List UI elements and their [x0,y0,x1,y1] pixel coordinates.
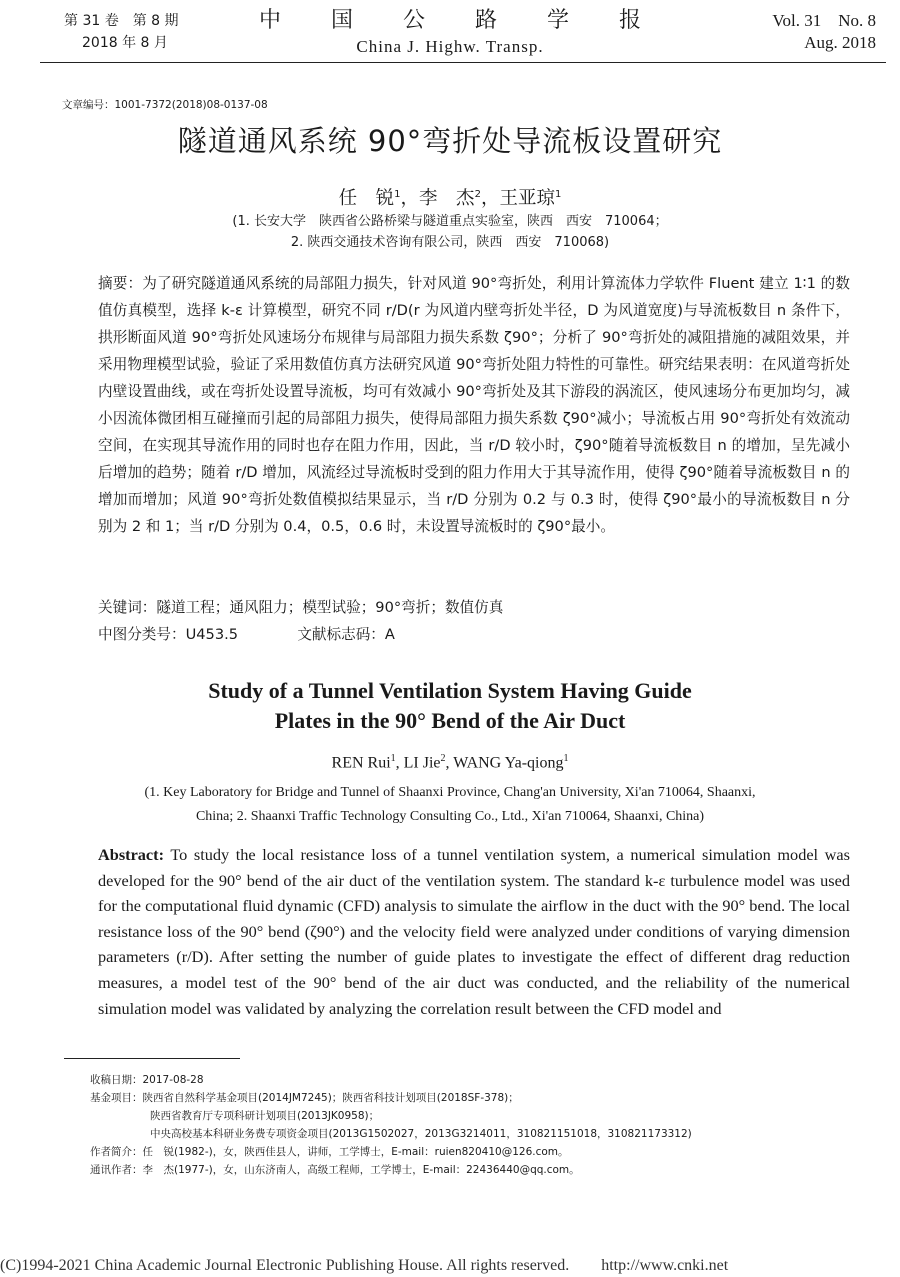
keywords-cn-text: 隧道工程；通风阻力；模型试验；90°弯折；数值仿真 [156,599,504,616]
author-en-sup: 2 [440,753,446,764]
author-en-name: REN Rui [331,754,391,772]
affiliation-cn-1: (1. 长安大学 陕西省公路桥梁与隧道重点实验室，陕西 西安 710064； [232,214,668,229]
title-en-line-2: Plates in the 90° Bend of the Air Duct [274,708,626,733]
date-cn: 2018 年 8 月 [82,35,168,51]
abstract-cn-text: 为了研究隧道通风系统的局部阻力损失，针对风道 90°弯折处，利用计算流体力学软件 Fluent 建立 1∶1 的数值仿真模型，选择 k-ε 计算模型，研究不同 r/D(r 为风道内壁弯折处半径，D 为风道宽度)与导流板数目 n 条件下，拱形断面风道 90°弯折处风速场分布规律与局部阻力损失系数 ζ90°；分析了 90°弯折处的减阻措施的减阻效果，并采用物理模型试验，验证了采用数值仿真方法研究风道 90°弯折处阻力特性的可靠性。研究结果表明：在风道弯折处内壁设置曲线，或在弯折处设置导流板，均可有效减小 90°弯折处及其下游段的涡流区，使风速场分布更加均匀，减小因流体微团相互碰撞而引起的局部阻力损失，使得局部阻力损失系数 ζ90°减小；导流板占用 90°弯折处有效流动空间，在实现其导流作用的同时也存在阻力作用，因此，当 r/D 较小时，ζ90°随着导流板数目 n 的增加，呈先减小后增加的趋势；随着 r/D 增加，风流经过导流板时受到的阻力作用大于其导流作用，使得 ζ90°随着导流板数目 n 的增加而增加；风道 90°弯折处数值模拟结果显示，当 r/D 分别为 0.2 与 0.3 时，使得 ζ90°最小的导流板数目 n 分别为 2 和 1；当 r/D 分别为 0.4，0.5，0.6 时，未设置导流板时的 ζ90°最小。 [98,275,850,535]
title-en [0,676,900,736]
footnote-funding-item: 中央高校基本科研业务费专项资金项目(2013G1502027，2013G3214011，310821151018，310821173312) [150,1128,692,1140]
title-en-line-1: Study of a Tunnel Ventilation System Having Guide [208,678,692,703]
abstract-cn-label: 摘要： [98,275,143,292]
date-en: Aug. 2018 [804,33,876,52]
footnote-funding-item: 陕西省教育厅专项科研计划项目(2013JK0958)； [150,1110,380,1122]
footnote-corresponding-author: 通讯作者：李 杰(1977-)，女，山东济南人，高级工程师，工学博士，E-mail：22436440@qq.com。 [90,1164,580,1176]
author-cn-sup: 2 [474,189,481,200]
affiliation-cn-2: 2. 陕西交通技术咨询有限公司，陕西 西安 710068) [290,235,610,250]
keywords-cn [98,596,503,620]
abstract-en-text: To study the local resistance loss of a tunnel ventilation system, a numerical simulation model was developed for the 90° bend of the air duct of the ventilation system. The standard k-ε turbulence model was used for the computational fluid dynamic (CFD) analysis to simulate the airflow in the duct with the 90° bend. The local resistance loss of the 90° bend (ζ90°) and the velocity field were analyzed under conditions of varying dimension parameters (r/D). After setting the number of guide plates to investigate the effect of different drag reduction measures, a model test of the 90° bend of the air duct was conducted, and the reliability of the numerical simulation model was validated by analyzing the correlation result between the CFD model and [98,845,850,1018]
authors-cn: 任 锐$^1$，李 杰$^2$，王亚琼$^1$ [338,188,562,210]
author-cn-name: 王亚琼 [499,188,555,210]
footnote-funding [90,1089,519,1107]
volume-issue-en: Vol. 31 No. 8 [772,11,876,30]
doc-code-label: 文献标志码： [297,626,385,643]
running-header-right [772,10,876,54]
abstract-cn [98,270,850,540]
author-cn-sup: 1 [554,189,562,200]
author-en-sup: 1 [563,753,569,764]
clc-value: U453.5 [185,626,239,643]
article-number: 文章编号：1001-7372(2018)08-0137-08 [62,99,268,111]
doc-code-value: A [384,626,395,643]
author-cn-name: 任 锐 [338,188,395,210]
author-en-sup: 1 [390,753,396,764]
author-en-name: LI Jie [403,754,441,772]
keywords-cn-label: 关键词： [98,599,157,616]
header-rule [40,62,886,63]
abstract-en-label: Abstract: [98,845,165,864]
copyright-line: (C)1994-2021 China Academic Journal Electronic Publishing House. All rights reserved. http://www.cnki.net [0,1257,729,1274]
affiliation-en-1: (1. Key Laboratory for Bridge and Tunnel of Shaanxi Province, Chang'an University, Xi'an 710064, Shaanxi, [144,785,756,800]
author-cn-sup: 1 [394,189,401,200]
journal-name-en: China J. Highw. Transp. [356,37,544,56]
author-cn-name: 李 杰 [419,188,475,210]
title-cn: 隧道通风系统 90°弯折处导流板设置研究 [177,124,723,158]
footnote-funding-label: 基金项目： [90,1092,143,1104]
abstract-en [98,842,850,1021]
journal-name [0,6,900,58]
clc-label: 中图分类号： [98,626,186,643]
footnote-author-bio: 作者简介：任 锐(1982-)，女，陕西佳县人，讲师，工学博士，E-mail：ruien820410@126.com。 [90,1146,569,1158]
footnote-rule [64,1058,240,1059]
volume-issue-cn: 第 31 卷 第 8 期 [64,13,179,29]
authors-en: REN Rui$^1$, LI Jie$^2$, WANG Ya-qiong$^1$ [331,753,569,772]
footnote-received: 收稿日期：2017-08-28 [90,1074,204,1086]
footnote-funding-item: 陕西省自然科学基金项目(2014JM7245)；陕西省科技计划项目(2018SF-378)； [142,1092,519,1104]
classification-line [98,623,395,647]
journal-name-cn: 中 国 公 路 学 报 [258,8,655,33]
author-en-name: WANG Ya-qiong [453,754,564,772]
affiliation-en-2: China; 2. Shaanxi Traffic Technology Consulting Co., Ltd., Xi'an 710064, Shaanxi, China) [195,809,705,824]
